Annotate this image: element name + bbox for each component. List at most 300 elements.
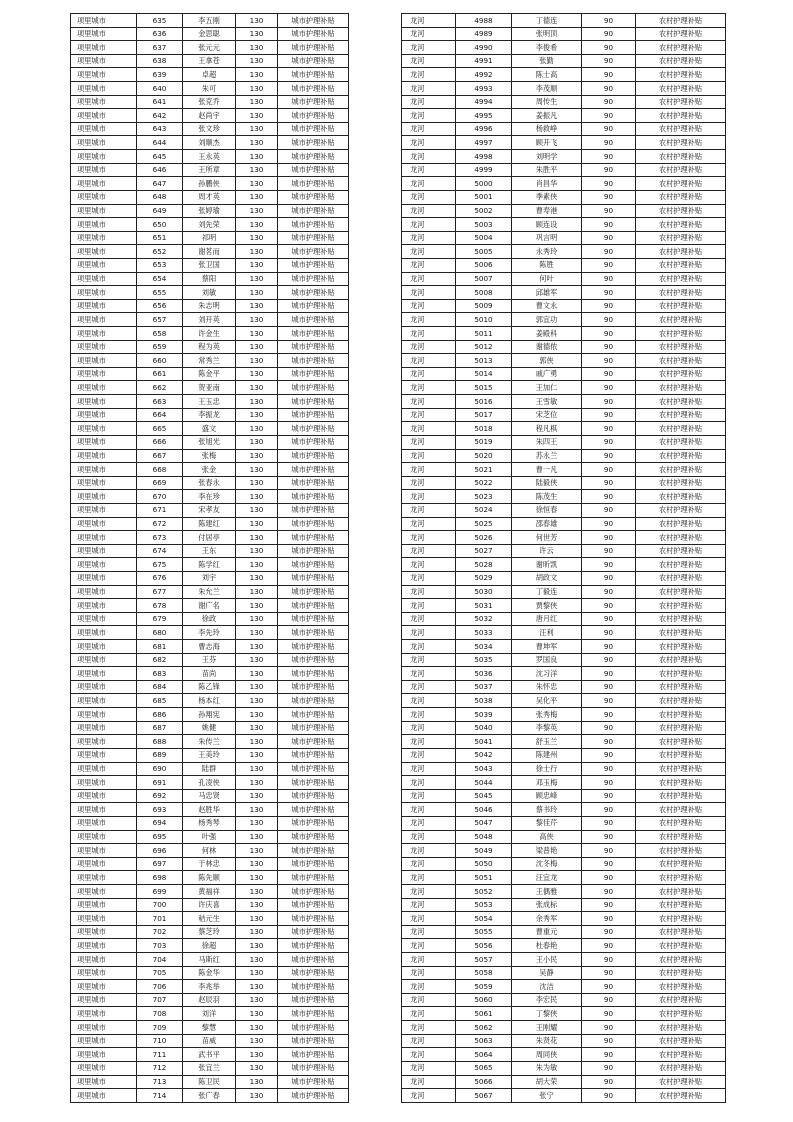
region-cell: 项里城市 bbox=[71, 68, 137, 82]
amount-cell: 90 bbox=[582, 476, 636, 490]
number-cell: 5047 bbox=[456, 816, 512, 830]
category-cell: 城市护理补贴 bbox=[278, 95, 349, 109]
region-cell: 龙河 bbox=[402, 544, 456, 558]
table-row bbox=[71, 395, 349, 409]
amount-cell: 130 bbox=[236, 776, 278, 790]
name-cell: 赵辰羽 bbox=[183, 993, 236, 1007]
table-row bbox=[402, 258, 726, 272]
number-cell: 662 bbox=[137, 381, 183, 395]
amount-cell: 130 bbox=[236, 476, 278, 490]
amount-cell: 90 bbox=[582, 1061, 636, 1075]
region-cell: 龙河 bbox=[402, 599, 456, 613]
category-cell: 农村护理补贴 bbox=[636, 748, 726, 762]
number-cell: 641 bbox=[137, 95, 183, 109]
region-cell: 龙河 bbox=[402, 844, 456, 858]
name-cell: 金思聪 bbox=[183, 27, 236, 41]
amount-cell: 130 bbox=[236, 367, 278, 381]
category-cell: 农村护理补贴 bbox=[636, 558, 726, 572]
name-cell: 永秀玲 bbox=[512, 245, 582, 259]
region-cell: 项里城市 bbox=[71, 1007, 137, 1021]
table-row bbox=[402, 993, 726, 1007]
amount-cell: 90 bbox=[582, 1007, 636, 1021]
name-cell: 贾黎侠 bbox=[512, 599, 582, 613]
region-cell: 项里城市 bbox=[71, 789, 137, 803]
table-row bbox=[71, 1061, 349, 1075]
amount-cell: 130 bbox=[236, 680, 278, 694]
category-cell: 城市护理补贴 bbox=[278, 939, 349, 953]
table-row bbox=[402, 912, 726, 926]
number-cell: 5036 bbox=[456, 667, 512, 681]
number-cell: 663 bbox=[137, 395, 183, 409]
table-row bbox=[71, 449, 349, 463]
table-row bbox=[71, 708, 349, 722]
name-cell: 王玉忠 bbox=[183, 395, 236, 409]
amount-cell: 130 bbox=[236, 544, 278, 558]
name-cell: 陈胜 bbox=[512, 258, 582, 272]
name-cell: 李在珍 bbox=[183, 490, 236, 504]
amount-cell: 130 bbox=[236, 136, 278, 150]
region-cell: 龙河 bbox=[402, 626, 456, 640]
number-cell: 5010 bbox=[456, 313, 512, 327]
number-cell: 5039 bbox=[456, 708, 512, 722]
region-cell: 项里城市 bbox=[71, 245, 137, 259]
table-row bbox=[402, 1034, 726, 1048]
name-cell: 张勤 bbox=[512, 54, 582, 68]
table-row bbox=[402, 844, 726, 858]
name-cell: 陈建州 bbox=[512, 748, 582, 762]
name-cell: 丁黎侠 bbox=[512, 1007, 582, 1021]
region-cell: 项里城市 bbox=[71, 163, 137, 177]
table-row bbox=[402, 680, 726, 694]
table-row bbox=[402, 177, 726, 191]
amount-cell: 90 bbox=[582, 286, 636, 300]
region-cell: 项里城市 bbox=[71, 735, 137, 749]
category-cell: 城市护理补贴 bbox=[278, 190, 349, 204]
amount-cell: 130 bbox=[236, 1007, 278, 1021]
amount-cell: 130 bbox=[236, 503, 278, 517]
number-cell: 5024 bbox=[456, 503, 512, 517]
region-cell: 龙河 bbox=[402, 571, 456, 585]
amount-cell: 90 bbox=[582, 258, 636, 272]
category-cell: 城市护理补贴 bbox=[278, 204, 349, 218]
region-cell: 龙河 bbox=[402, 748, 456, 762]
name-cell: 余秀军 bbox=[512, 912, 582, 926]
category-cell: 城市护理补贴 bbox=[278, 517, 349, 531]
name-cell: 刘开英 bbox=[183, 313, 236, 327]
table-row bbox=[402, 626, 726, 640]
number-cell: 4998 bbox=[456, 150, 512, 164]
region-cell: 龙河 bbox=[402, 177, 456, 191]
region-cell: 项里城市 bbox=[71, 190, 137, 204]
name-cell: 李振龙 bbox=[183, 408, 236, 422]
amount-cell: 130 bbox=[236, 558, 278, 572]
table-row bbox=[71, 599, 349, 613]
name-cell: 陈建红 bbox=[183, 517, 236, 531]
region-cell: 龙河 bbox=[402, 272, 456, 286]
number-cell: 652 bbox=[137, 245, 183, 259]
table-row bbox=[71, 231, 349, 245]
number-cell: 678 bbox=[137, 599, 183, 613]
amount-cell: 130 bbox=[236, 27, 278, 41]
amount-cell: 130 bbox=[236, 939, 278, 953]
name-cell: 许金生 bbox=[183, 327, 236, 341]
name-cell: 张秀梅 bbox=[512, 708, 582, 722]
table-row bbox=[71, 503, 349, 517]
category-cell: 城市护理补贴 bbox=[278, 993, 349, 1007]
category-cell: 城市护理补贴 bbox=[278, 422, 349, 436]
region-cell: 龙河 bbox=[402, 286, 456, 300]
amount-cell: 130 bbox=[236, 748, 278, 762]
category-cell: 农村护理补贴 bbox=[636, 830, 726, 844]
category-cell: 农村护理补贴 bbox=[636, 163, 726, 177]
amount-cell: 90 bbox=[582, 381, 636, 395]
table-row bbox=[71, 626, 349, 640]
table-row bbox=[402, 82, 726, 96]
name-cell: 顾忠峰 bbox=[512, 789, 582, 803]
table-row bbox=[402, 14, 726, 28]
category-cell: 农村护理补贴 bbox=[636, 258, 726, 272]
name-cell: 何林 bbox=[183, 844, 236, 858]
category-cell: 城市护理补贴 bbox=[278, 41, 349, 55]
amount-cell: 130 bbox=[236, 898, 278, 912]
region-cell: 龙河 bbox=[402, 667, 456, 681]
number-cell: 671 bbox=[137, 503, 183, 517]
number-cell: 666 bbox=[137, 435, 183, 449]
region-cell: 项里城市 bbox=[71, 748, 137, 762]
number-cell: 705 bbox=[137, 966, 183, 980]
number-cell: 5045 bbox=[456, 789, 512, 803]
amount-cell: 90 bbox=[582, 449, 636, 463]
category-cell: 农村护理补贴 bbox=[636, 640, 726, 654]
amount-cell: 130 bbox=[236, 422, 278, 436]
region-cell: 项里城市 bbox=[71, 299, 137, 313]
number-cell: 638 bbox=[137, 54, 183, 68]
table-row bbox=[71, 327, 349, 341]
category-cell: 农村护理补贴 bbox=[636, 980, 726, 994]
table-row bbox=[402, 980, 726, 994]
number-cell: 5027 bbox=[456, 544, 512, 558]
amount-cell: 130 bbox=[236, 109, 278, 123]
number-cell: 696 bbox=[137, 844, 183, 858]
table-row bbox=[71, 122, 349, 136]
amount-cell: 130 bbox=[236, 517, 278, 531]
region-cell: 龙河 bbox=[402, 830, 456, 844]
region-cell: 项里城市 bbox=[71, 1061, 137, 1075]
category-cell: 农村护理补贴 bbox=[636, 1048, 726, 1062]
number-cell: 701 bbox=[137, 912, 183, 926]
amount-cell: 90 bbox=[582, 327, 636, 341]
region-cell: 项里城市 bbox=[71, 218, 137, 232]
amount-cell: 130 bbox=[236, 340, 278, 354]
name-cell: 祁明 bbox=[183, 231, 236, 245]
category-cell: 城市护理补贴 bbox=[278, 667, 349, 681]
table-row bbox=[71, 640, 349, 654]
category-cell: 城市护理补贴 bbox=[278, 1007, 349, 1021]
region-cell: 项里城市 bbox=[71, 1089, 137, 1103]
region-cell: 项里城市 bbox=[71, 571, 137, 585]
table-row bbox=[402, 286, 726, 300]
name-cell: 李五刚 bbox=[183, 14, 236, 28]
table-row bbox=[71, 381, 349, 395]
name-cell: 张旭光 bbox=[183, 435, 236, 449]
category-cell: 农村护理补贴 bbox=[636, 395, 726, 409]
name-cell: 刘明学 bbox=[512, 150, 582, 164]
table-row bbox=[71, 830, 349, 844]
category-cell: 城市护理补贴 bbox=[278, 735, 349, 749]
number-cell: 664 bbox=[137, 408, 183, 422]
number-cell: 654 bbox=[137, 272, 183, 286]
region-cell: 龙河 bbox=[402, 449, 456, 463]
amount-cell: 90 bbox=[582, 54, 636, 68]
table-row bbox=[71, 544, 349, 558]
category-cell: 城市护理补贴 bbox=[278, 218, 349, 232]
amount-cell: 130 bbox=[236, 640, 278, 654]
table-row bbox=[71, 367, 349, 381]
region-cell: 项里城市 bbox=[71, 313, 137, 327]
category-cell: 农村护理补贴 bbox=[636, 721, 726, 735]
region-cell: 龙河 bbox=[402, 122, 456, 136]
category-cell: 农村护理补贴 bbox=[636, 708, 726, 722]
table-row bbox=[71, 422, 349, 436]
region-cell: 项里城市 bbox=[71, 531, 137, 545]
name-cell: 沈冬梅 bbox=[512, 857, 582, 871]
number-cell: 672 bbox=[137, 517, 183, 531]
region-cell: 项里城市 bbox=[71, 27, 137, 41]
amount-cell: 90 bbox=[582, 490, 636, 504]
number-cell: 639 bbox=[137, 68, 183, 82]
table-row bbox=[402, 1061, 726, 1075]
number-cell: 5011 bbox=[456, 327, 512, 341]
region-cell: 龙河 bbox=[402, 531, 456, 545]
table-row bbox=[402, 585, 726, 599]
number-cell: 651 bbox=[137, 231, 183, 245]
category-cell: 农村护理补贴 bbox=[636, 109, 726, 123]
table-row bbox=[71, 286, 349, 300]
table-row bbox=[71, 735, 349, 749]
name-cell: 姚健 bbox=[183, 721, 236, 735]
category-cell: 农村护理补贴 bbox=[636, 762, 726, 776]
category-cell: 城市护理补贴 bbox=[278, 340, 349, 354]
name-cell: 徐超 bbox=[183, 939, 236, 953]
number-cell: 688 bbox=[137, 735, 183, 749]
number-cell: 4995 bbox=[456, 109, 512, 123]
category-cell: 城市护理补贴 bbox=[278, 857, 349, 871]
region-cell: 项里城市 bbox=[71, 381, 137, 395]
name-cell: 刘顺杰 bbox=[183, 136, 236, 150]
number-cell: 4992 bbox=[456, 68, 512, 82]
number-cell: 4996 bbox=[456, 122, 512, 136]
category-cell: 农村护理补贴 bbox=[636, 599, 726, 613]
table-row bbox=[71, 1075, 349, 1089]
region-cell: 项里城市 bbox=[71, 408, 137, 422]
category-cell: 城市护理补贴 bbox=[278, 14, 349, 28]
region-cell: 龙河 bbox=[402, 463, 456, 477]
category-cell: 农村护理补贴 bbox=[636, 1061, 726, 1075]
table-row bbox=[402, 109, 726, 123]
region-cell: 项里城市 bbox=[71, 449, 137, 463]
table-row bbox=[71, 299, 349, 313]
region-cell: 龙河 bbox=[402, 313, 456, 327]
category-cell: 城市护理补贴 bbox=[278, 871, 349, 885]
name-cell: 顾开飞 bbox=[512, 136, 582, 150]
amount-cell: 90 bbox=[582, 218, 636, 232]
category-cell: 农村护理补贴 bbox=[636, 694, 726, 708]
number-cell: 5007 bbox=[456, 272, 512, 286]
name-cell: 周传生 bbox=[512, 95, 582, 109]
name-cell: 朱四王 bbox=[512, 435, 582, 449]
category-cell: 城市护理补贴 bbox=[278, 1075, 349, 1089]
name-cell: 丁德连 bbox=[512, 14, 582, 28]
number-cell: 647 bbox=[137, 177, 183, 191]
name-cell: 王拿苍 bbox=[183, 54, 236, 68]
number-cell: 648 bbox=[137, 190, 183, 204]
amount-cell: 90 bbox=[582, 694, 636, 708]
left-table-body bbox=[71, 14, 349, 1103]
category-cell: 农村护理补贴 bbox=[636, 912, 726, 926]
name-cell: 唐月红 bbox=[512, 612, 582, 626]
category-cell: 农村护理补贴 bbox=[636, 190, 726, 204]
region-cell: 项里城市 bbox=[71, 966, 137, 980]
table-row bbox=[402, 218, 726, 232]
number-cell: 674 bbox=[137, 544, 183, 558]
region-cell: 龙河 bbox=[402, 435, 456, 449]
category-cell: 城市护理补贴 bbox=[278, 286, 349, 300]
name-cell: 许云 bbox=[512, 544, 582, 558]
table-row bbox=[402, 136, 726, 150]
region-cell: 龙河 bbox=[402, 354, 456, 368]
name-cell: 邓玉梅 bbox=[512, 776, 582, 790]
region-cell: 项里城市 bbox=[71, 395, 137, 409]
category-cell: 农村护理补贴 bbox=[636, 177, 726, 191]
category-cell: 城市护理补贴 bbox=[278, 898, 349, 912]
table-row bbox=[402, 857, 726, 871]
category-cell: 城市护理补贴 bbox=[278, 381, 349, 395]
table-row bbox=[71, 490, 349, 504]
region-cell: 项里城市 bbox=[71, 667, 137, 681]
table-row bbox=[402, 871, 726, 885]
amount-cell: 90 bbox=[582, 980, 636, 994]
number-cell: 645 bbox=[137, 150, 183, 164]
region-cell: 项里城市 bbox=[71, 1075, 137, 1089]
amount-cell: 130 bbox=[236, 1089, 278, 1103]
category-cell: 城市护理补贴 bbox=[278, 762, 349, 776]
number-cell: 5063 bbox=[456, 1034, 512, 1048]
number-cell: 5001 bbox=[456, 190, 512, 204]
region-cell: 龙河 bbox=[402, 953, 456, 967]
category-cell: 农村护理补贴 bbox=[636, 735, 726, 749]
amount-cell: 90 bbox=[582, 544, 636, 558]
table-row bbox=[71, 871, 349, 885]
category-cell: 农村护理补贴 bbox=[636, 680, 726, 694]
table-row bbox=[71, 776, 349, 790]
category-cell: 城市护理补贴 bbox=[278, 136, 349, 150]
name-cell: 罗国良 bbox=[512, 653, 582, 667]
name-cell: 孔凌侠 bbox=[183, 776, 236, 790]
category-cell: 农村护理补贴 bbox=[636, 231, 726, 245]
name-cell: 张梅 bbox=[183, 449, 236, 463]
amount-cell: 130 bbox=[236, 953, 278, 967]
name-cell: 张成标 bbox=[512, 898, 582, 912]
number-cell: 635 bbox=[137, 14, 183, 28]
table-row bbox=[71, 163, 349, 177]
name-cell: 陈先顺 bbox=[183, 871, 236, 885]
table-row bbox=[71, 748, 349, 762]
amount-cell: 130 bbox=[236, 1034, 278, 1048]
region-cell: 龙河 bbox=[402, 1089, 456, 1103]
name-cell: 宋芝位 bbox=[512, 408, 582, 422]
table-row bbox=[402, 667, 726, 681]
table-row bbox=[71, 41, 349, 55]
region-cell: 项里城市 bbox=[71, 286, 137, 300]
table-row bbox=[71, 272, 349, 286]
table-row bbox=[71, 912, 349, 926]
name-cell: 王东 bbox=[183, 544, 236, 558]
number-cell: 5035 bbox=[456, 653, 512, 667]
category-cell: 农村护理补贴 bbox=[636, 1075, 726, 1089]
number-cell: 642 bbox=[137, 109, 183, 123]
region-cell: 龙河 bbox=[402, 27, 456, 41]
category-cell: 城市护理补贴 bbox=[278, 789, 349, 803]
amount-cell: 130 bbox=[236, 735, 278, 749]
category-cell: 城市护理补贴 bbox=[278, 1048, 349, 1062]
region-cell: 龙河 bbox=[402, 367, 456, 381]
category-cell: 城市护理补贴 bbox=[278, 1021, 349, 1035]
region-cell: 龙河 bbox=[402, 980, 456, 994]
region-cell: 龙河 bbox=[402, 912, 456, 926]
number-cell: 665 bbox=[137, 422, 183, 436]
name-cell: 高侠 bbox=[512, 830, 582, 844]
table-row bbox=[402, 925, 726, 939]
amount-cell: 130 bbox=[236, 299, 278, 313]
right-allowance-table bbox=[401, 13, 726, 1103]
region-cell: 龙河 bbox=[402, 1021, 456, 1035]
region-cell: 项里城市 bbox=[71, 490, 137, 504]
number-cell: 5020 bbox=[456, 449, 512, 463]
table-row bbox=[402, 517, 726, 531]
category-cell: 农村护理补贴 bbox=[636, 571, 726, 585]
table-row bbox=[71, 27, 349, 41]
region-cell: 龙河 bbox=[402, 299, 456, 313]
table-row bbox=[402, 313, 726, 327]
table-row bbox=[402, 544, 726, 558]
number-cell: 660 bbox=[137, 354, 183, 368]
number-cell: 4994 bbox=[456, 95, 512, 109]
amount-cell: 90 bbox=[582, 27, 636, 41]
amount-cell: 90 bbox=[582, 231, 636, 245]
amount-cell: 90 bbox=[582, 885, 636, 899]
category-cell: 城市护理补贴 bbox=[278, 803, 349, 817]
region-cell: 项里城市 bbox=[71, 544, 137, 558]
name-cell: 陈茂生 bbox=[512, 490, 582, 504]
name-cell: 陈卫民 bbox=[183, 1075, 236, 1089]
name-cell: 王美玲 bbox=[183, 748, 236, 762]
name-cell: 曹志海 bbox=[183, 640, 236, 654]
region-cell: 项里城市 bbox=[71, 54, 137, 68]
number-cell: 4990 bbox=[456, 41, 512, 55]
table-row bbox=[402, 395, 726, 409]
number-cell: 680 bbox=[137, 626, 183, 640]
region-cell: 项里城市 bbox=[71, 898, 137, 912]
region-cell: 项里城市 bbox=[71, 1034, 137, 1048]
table-row bbox=[71, 531, 349, 545]
number-cell: 5002 bbox=[456, 204, 512, 218]
name-cell: 陈学红 bbox=[183, 558, 236, 572]
region-cell: 项里城市 bbox=[71, 653, 137, 667]
name-cell: 朱志明 bbox=[183, 299, 236, 313]
amount-cell: 130 bbox=[236, 585, 278, 599]
number-cell: 667 bbox=[137, 449, 183, 463]
region-cell: 项里城市 bbox=[71, 463, 137, 477]
